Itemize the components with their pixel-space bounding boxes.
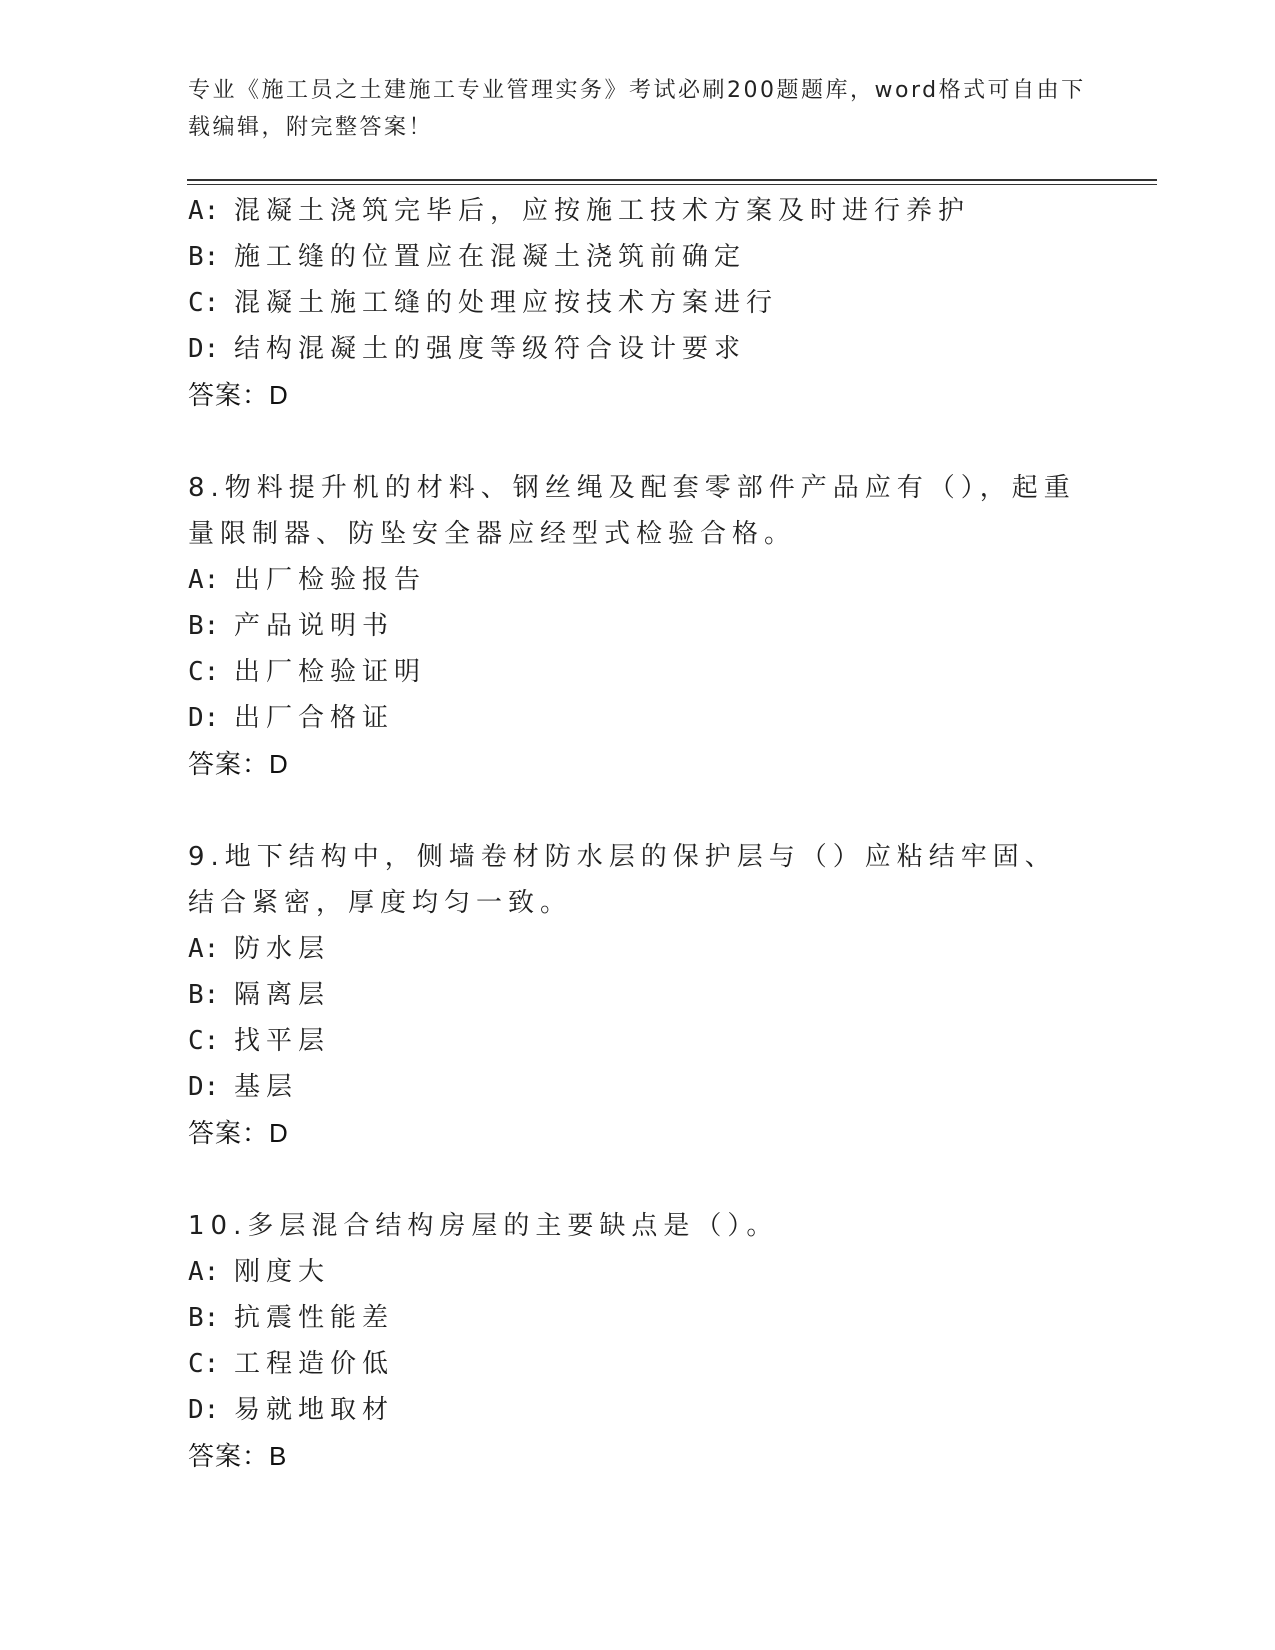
option-d [188, 695, 1088, 741]
option-text: 抗震性能差 [234, 1303, 395, 1333]
option-text: 混凝土浇筑完毕后，应按施工技术方案及时进行养护 [234, 196, 971, 226]
option-c [188, 1341, 1088, 1387]
option-text: 出厂检验报告 [234, 565, 427, 595]
option-c [188, 1018, 1088, 1064]
option-text: 工程造价低 [234, 1349, 395, 1379]
question-stem: 10.多层混合结构房屋的主要缺点是（）。 [188, 1211, 779, 1241]
option-letter: A: [188, 196, 220, 226]
option-d [188, 1064, 1088, 1110]
option-text: 刚度大 [234, 1257, 331, 1287]
option-text: 出厂合格证 [234, 703, 395, 733]
option-letter: A: [188, 1257, 220, 1287]
header-divider-thin [187, 184, 1157, 185]
answer-line [188, 372, 1088, 419]
question-list [188, 188, 1088, 1480]
option-letter: C: [188, 657, 220, 687]
option-letter: C: [188, 1026, 220, 1056]
option-letter: D: [188, 1072, 220, 1102]
option-letter: B: [188, 1303, 220, 1333]
question-block-9 [188, 834, 1088, 1157]
spacer [188, 788, 1088, 834]
option-text: 混凝土施工缝的处理应按技术方案进行 [234, 288, 779, 318]
option-letter: A: [188, 934, 220, 964]
option-text: 易就地取材 [234, 1395, 395, 1425]
answer-line [188, 741, 1088, 788]
option-letter: D: [188, 1395, 220, 1425]
option-letter: B: [188, 980, 220, 1010]
option-letter: B: [188, 242, 220, 272]
answer-line [188, 1110, 1088, 1157]
question-block-8 [188, 465, 1088, 788]
option-text: 找平层 [234, 1026, 331, 1056]
option-text: 隔离层 [234, 980, 331, 1010]
option-c [188, 649, 1088, 695]
option-b [188, 1295, 1088, 1341]
spacer [188, 1157, 1088, 1203]
header-divider-thick [187, 179, 1157, 181]
option-b [188, 603, 1088, 649]
document-header [188, 72, 1088, 146]
option-letter: C: [188, 288, 220, 318]
answer-value: D [269, 1118, 289, 1148]
option-letter: D: [188, 703, 220, 733]
answer-value: B [269, 1441, 288, 1471]
option-c [188, 280, 1088, 326]
question-block-10 [188, 1203, 1088, 1480]
option-b [188, 972, 1088, 1018]
option-text: 出厂检验证明 [234, 657, 427, 687]
option-text: 产品说明书 [234, 611, 395, 641]
header-title: 专业《施工员之土建施工专业管理实务》考试必刷200题题库，word格式可自由下载编辑，附完整答案！ [188, 78, 1086, 140]
option-letter: A: [188, 565, 220, 595]
option-letter: C: [188, 1349, 220, 1379]
option-a [188, 557, 1088, 603]
option-d [188, 326, 1088, 372]
option-a [188, 926, 1088, 972]
option-b [188, 234, 1088, 280]
answer-line [188, 1433, 1088, 1480]
option-text: 施工缝的位置应在混凝土浇筑前确定 [234, 242, 747, 272]
option-text: 基层 [234, 1072, 299, 1102]
answer-value: D [269, 749, 289, 779]
option-a [188, 188, 1088, 234]
answer-value: D [269, 380, 289, 410]
option-text: 防水层 [234, 934, 331, 964]
option-a [188, 1249, 1088, 1295]
question-block-carryover [188, 188, 1088, 419]
option-text: 结构混凝土的强度等级符合设计要求 [234, 334, 747, 364]
option-letter: D: [188, 334, 220, 364]
question-stem: 9.地下结构中，侧墙卷材防水层的保护层与（）应粘结牢固、结合紧密，厚度均匀一致。 [188, 842, 1057, 918]
answer-label: 答案： [188, 381, 270, 411]
question-stem: 8.物料提升机的材料、钢丝绳及配套零部件产品应有（），起重量限制器、防坠安全器应经型式检验合格。 [188, 473, 1076, 549]
answer-label: 答案： [188, 1442, 270, 1472]
answer-label: 答案： [188, 1119, 270, 1149]
spacer [188, 419, 1088, 465]
answer-label: 答案： [188, 750, 270, 780]
option-d [188, 1387, 1088, 1433]
option-letter: B: [188, 611, 220, 641]
